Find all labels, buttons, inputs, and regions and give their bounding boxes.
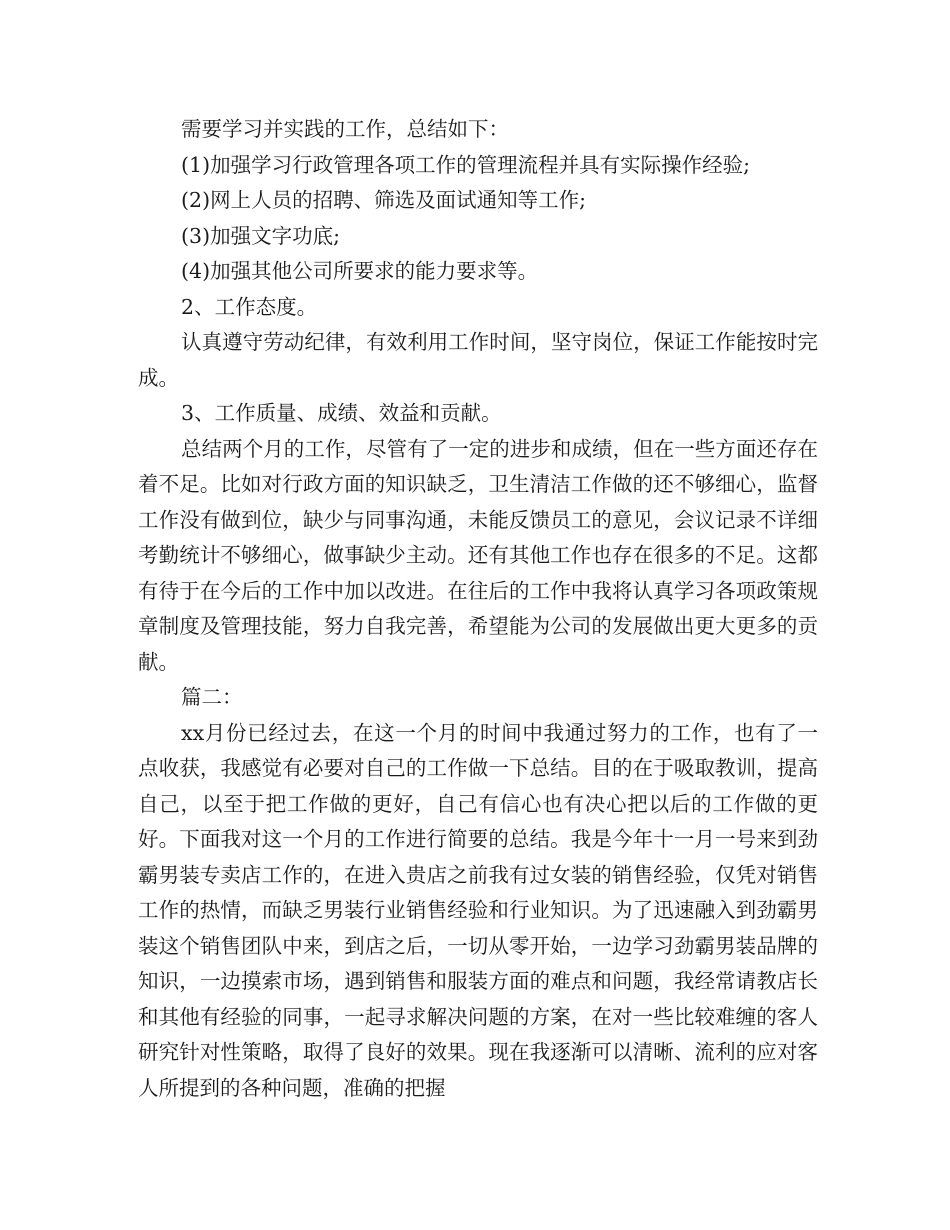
paragraph-attitude: 认真遵守劳动纪律，有效利用工作时间，坚守岗位，保证工作能按时完成。 — [138, 330, 818, 390]
section-heading-part-two: 篇二： — [181, 685, 243, 709]
section-heading-attitude: 2、工作态度。 — [181, 294, 318, 319]
paragraph-item-3: (3)加强文字功底; — [181, 223, 340, 248]
paragraph-part-two: xx月份已经过去，在这一个月的时间中我通过努力的工作，也有了一点收获，我感觉有必要对自己的工作做一下总结。目的在于吸取教训，提高自己，以至于把工作做的更好，自己有信心也有决心把以后的工作做的更好。下面我对这一个月的工作进行简要的总结。我是今年十一月一号来到劲霸男装专卖店工作的，在进入贵店之前我有过女装的销售经验，仅凭对销售工作的热情，而缺乏男装行业销售经验和行业知识。为了迅速融入到劲霸男装这个销售团队中来，到店之后，一切从零开始，一边学习劲霸男装品牌的知识，一边摸索市场，遇到销售和服装方面的难点和问题，我经常请教店长和其他有经验的同事，一起寻求解决问题的方案，在对一些比较难缠的客人研究针对性策略，取得了良好的效果。现在我逐渐可以清晰、流利的应对客人所提到的各种问题，准确的把握 — [138, 720, 818, 1100]
paragraph-summary: 总结两个月的工作，尽管有了一定的进步和成绩，但在一些方面还存在着不足。比如对行政方面的知识缺乏，卫生清洁工作做的还不够细心，监督工作没有做到位，缺少与同事沟通，未能反馈员工的意见，会议记录不详细考勤统计不够细心，做事缺少主动。还有其他工作也存在很多的不足。这都有待于在今后的工作中加以改进。在往后的工作中我将认真学习各项政策规章制度及管理技能，努力自我完善，希望能为公司的发展做出更大更多的贡献。 — [138, 436, 818, 674]
paragraph-item-2: (2)网上人员的招聘、筛选及面试通知等工作; — [181, 188, 586, 212]
section-heading-quality: 3、工作质量、成绩、效益和贡献。 — [181, 401, 502, 425]
document-body — [138, 112, 818, 1106]
paragraph-intro: 需要学习并实践的工作，总结如下： — [181, 117, 510, 141]
paragraph-item-1: (1)加强学习行政管理各项工作的管理流程并具有实际操作经验; — [181, 152, 750, 177]
paragraph-item-4: (4)加强其他公司所要求的能力要求等。 — [181, 259, 539, 283]
